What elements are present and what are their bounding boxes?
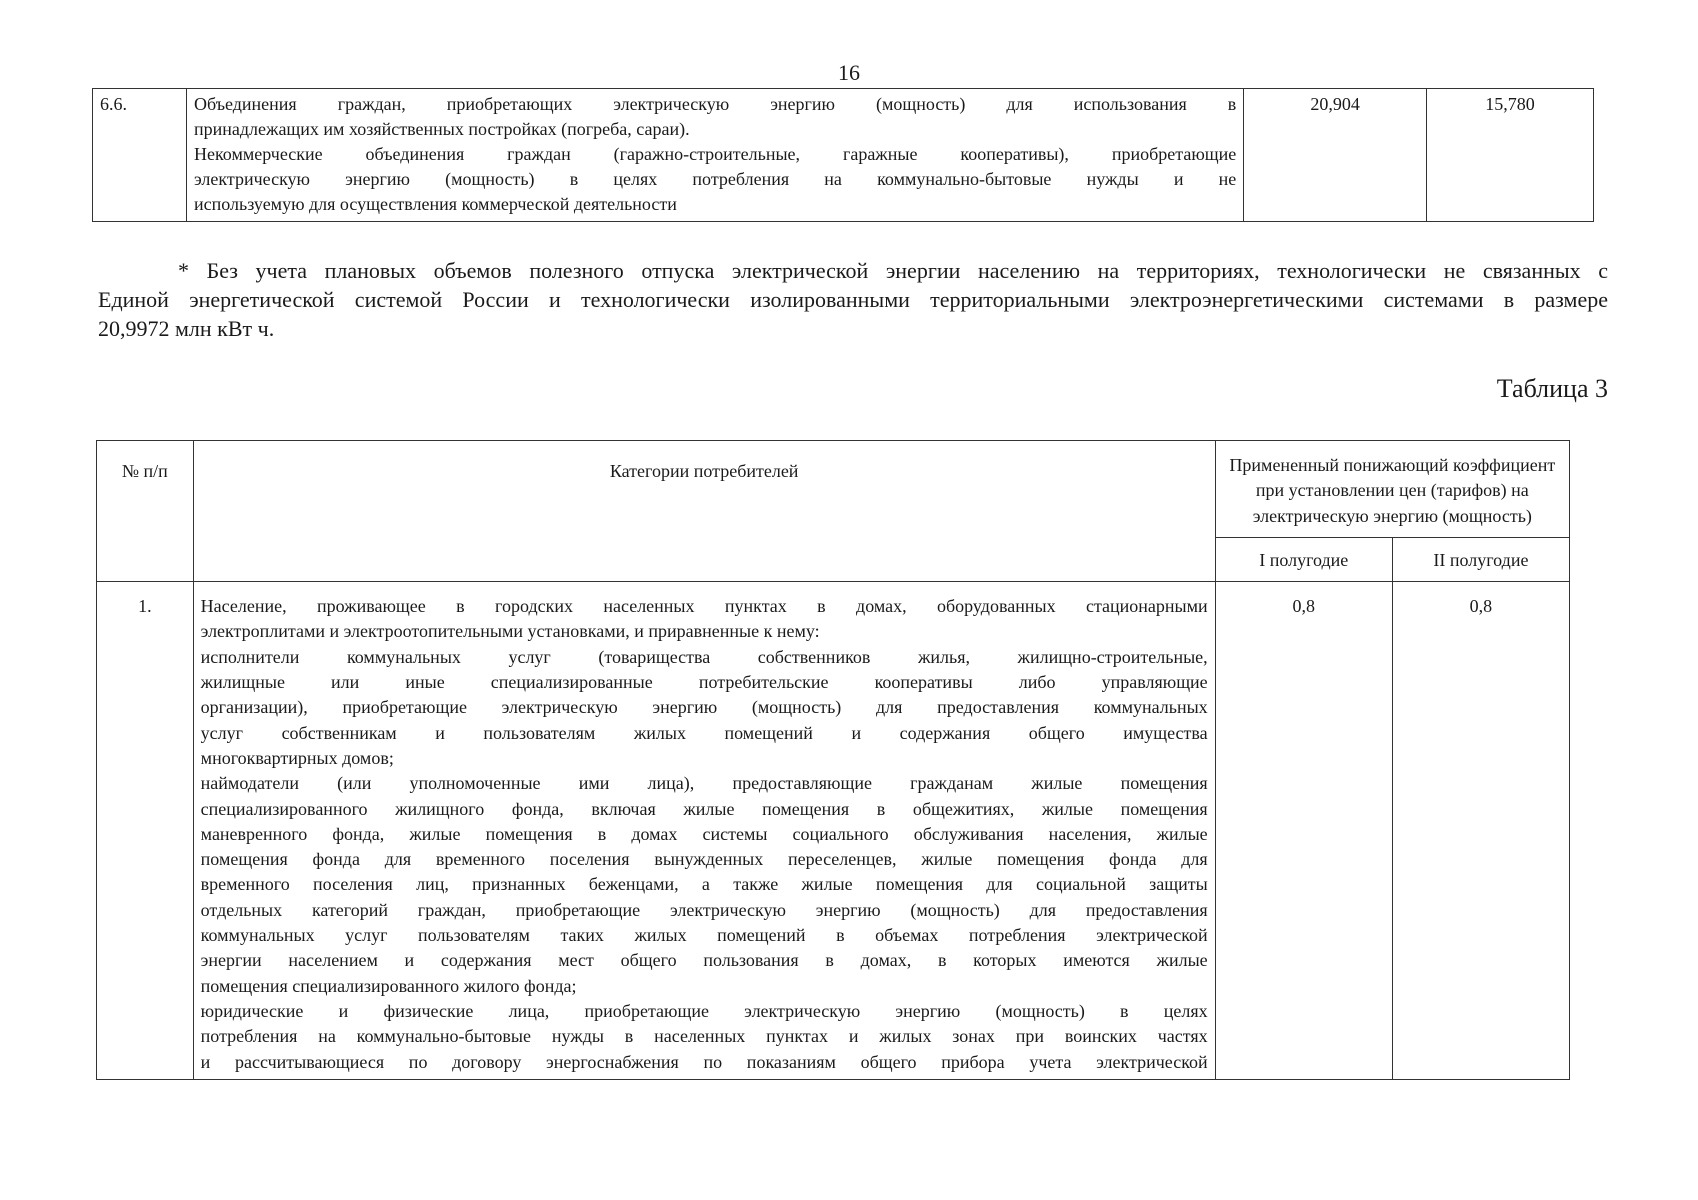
category-line: юридические и физические лица, приобретающие электрическую энергию (мощность) в целях [200, 1000, 1208, 1021]
row-category [186, 89, 1243, 222]
category-line: многоквартирных домов; [200, 747, 394, 768]
footnote-line: Единой энергетической системой России и технологически изолированными территориальными электроэнергетическими системами в размере [98, 287, 1608, 312]
category-line: помещения фонда для временного поселения вынужденных переселенцев, жилые помещения фонда для [200, 849, 1208, 870]
category-line: специализированного жилищного фонда, включая жилые помещения в общежитиях, жилые помещения [200, 798, 1208, 819]
category-line: услуг собственникам и пользователям жилых помещений и содержания общего имущества [200, 722, 1208, 743]
category-line: используемую для осуществления коммерческой деятельности [193, 194, 677, 214]
value-cell: 0,8 [1392, 582, 1569, 1080]
category-line: маневренного фонда, жилые помещения в домах системы социального обслуживания населения, жилые [200, 823, 1208, 844]
category-line: электроплитами и электроотопительными установками, и приравненные к нему: [200, 621, 820, 642]
category-line: помещения специализированного жилого фонда; [200, 975, 577, 996]
value-cell: 15,780 [1426, 89, 1593, 222]
category-line: электрическую энергию (мощность) в целях потребления на коммунально-бытовые нужды и не [193, 169, 1237, 189]
category-line: и рассчитывающиеся по договору энергоснабжения по показаниям общего прибора учета электрической [200, 1051, 1208, 1072]
category-line: Объединения граждан, приобретающих электрическую энергию (мощность) для использования в [193, 94, 1237, 114]
header-number: № п/п [97, 441, 194, 582]
header-half1: I полугодие [1215, 537, 1392, 581]
header-category: Категории потребителей [193, 441, 1215, 582]
category-line: жилищные или иные специализированные потребительские кооперативы либо управляющие [200, 672, 1208, 693]
category-line: отдельных категорий граждан, приобретающие электрическую энергию (мощность) для предоставления [200, 899, 1208, 920]
table-label: Таблица 3 [1496, 374, 1608, 403]
row-category [193, 582, 1215, 1080]
category-line: энергии населением и содержания мест общего пользования в домах, в которых имеются жилые [200, 950, 1208, 971]
category-line: наймодатели (или уполномоченные ими лица), предоставляющие гражданам жилые помещения [200, 773, 1208, 794]
coefficient-table [96, 440, 1570, 1080]
category-line: Население, проживающее в городских населенных пунктах в домах, оборудованных стационарными [200, 596, 1208, 617]
header-half2: II полугодие [1392, 537, 1569, 581]
footnote-line: * Без учета плановых объемов полезного отпуска электрической энергии населению на территориях, технологически не связанных с [178, 258, 1608, 283]
row-number: 6.6. [93, 89, 187, 222]
category-line: временного поселения лиц, признанных беженцами, а также жилые помещения для социальной защиты [200, 874, 1208, 895]
footnote-line: 20,9972 млн кВт ч. [98, 316, 275, 341]
category-line: Некоммерческие объединения граждан (гаражно-строительные, гаражные кооперативы), приобретающие [193, 144, 1237, 164]
category-line: принадлежащих им хозяйственных постройках (погреба, сараи). [193, 119, 690, 139]
tariff-table-continuation [92, 88, 1594, 222]
page-number: 16 [838, 60, 860, 85]
value-cell: 20,904 [1244, 89, 1427, 222]
category-line: исполнители коммунальных услуг (товарищества собственников жилья, жилищно-строительные, [200, 646, 1208, 667]
header-row [97, 441, 1570, 538]
value-cell: 0,8 [1215, 582, 1392, 1080]
category-line: организации), приобретающие электрическую энергию (мощность) для предоставления коммунальных [200, 697, 1208, 718]
category-line: коммунальных услуг пользователям таких жилых помещений в объемах потребления электрической [200, 925, 1208, 946]
row-number: 1. [97, 582, 194, 1080]
category-line: потребления на коммунально-бытовые нужды в населенных пунктах и жилых зонах при воинских частях [200, 1026, 1208, 1047]
header-coefficient: Примененный понижающий коэффициент при установлении цен (тарифов) на электрическую энергию (мощность) [1215, 441, 1569, 538]
table-row [97, 582, 1570, 1080]
footnote [98, 256, 1608, 343]
table-row [93, 89, 1594, 222]
